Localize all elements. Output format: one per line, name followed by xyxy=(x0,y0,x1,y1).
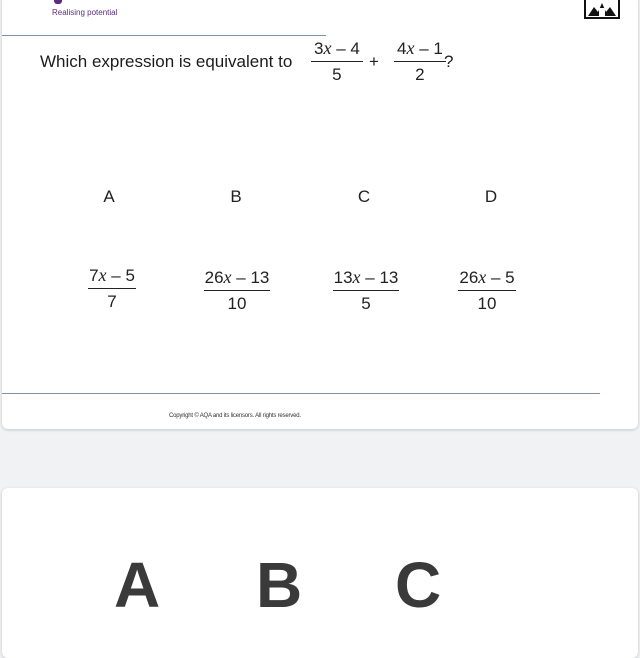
option-denominator: 7 xyxy=(107,292,117,311)
fraction-denominator: 5 xyxy=(332,65,342,84)
question-fraction-2 xyxy=(394,38,446,85)
variable-x: x xyxy=(98,265,107,285)
answer-card xyxy=(2,488,638,658)
option-d-expression xyxy=(432,267,542,314)
option-numerator: 7x – 5 xyxy=(89,265,135,285)
copyright-text: Copyright © AQA and its licensors. All rights reserved. xyxy=(169,413,301,419)
variable-x: x xyxy=(478,267,487,287)
option-letter-d: D xyxy=(484,187,498,206)
question-fraction-1 xyxy=(311,38,363,85)
fraction-denominator: 2 xyxy=(415,65,425,84)
option-denominator: 10 xyxy=(477,294,497,313)
option-letter-b: B xyxy=(230,187,242,206)
header-divider xyxy=(2,35,326,36)
fraction-numerator: 3x – 4 xyxy=(314,38,360,58)
variable-x: x xyxy=(406,38,415,58)
plus-operator: + xyxy=(369,52,379,71)
option-denominator: 5 xyxy=(361,294,371,313)
option-c-expression xyxy=(311,267,421,314)
option-letter-c: C xyxy=(357,187,371,206)
variable-x: x xyxy=(323,38,332,58)
footer-divider xyxy=(2,393,600,394)
question-text: Which expression is equivalent to xyxy=(40,52,293,71)
brand-tagline: Realising potential xyxy=(52,8,118,17)
answer-button-a[interactable]: A xyxy=(114,549,161,621)
answer-button-b[interactable]: B xyxy=(256,549,303,621)
option-numerator: 13x – 13 xyxy=(333,267,399,287)
tower-icon xyxy=(584,0,620,20)
answer-button-c[interactable]: C xyxy=(395,549,442,621)
fraction-numerator: 4x – 1 xyxy=(397,38,443,58)
option-numerator: 26x – 13 xyxy=(204,267,270,287)
option-numerator: 26x – 5 xyxy=(459,267,515,287)
option-letter-a: A xyxy=(103,187,115,206)
logo-mark xyxy=(54,0,62,4)
option-denominator: 10 xyxy=(227,294,247,313)
variable-x: x xyxy=(223,267,232,287)
option-a-expression xyxy=(57,265,167,312)
option-b-expression xyxy=(182,267,292,314)
variable-x: x xyxy=(352,267,361,287)
question-mark: ? xyxy=(444,52,454,71)
